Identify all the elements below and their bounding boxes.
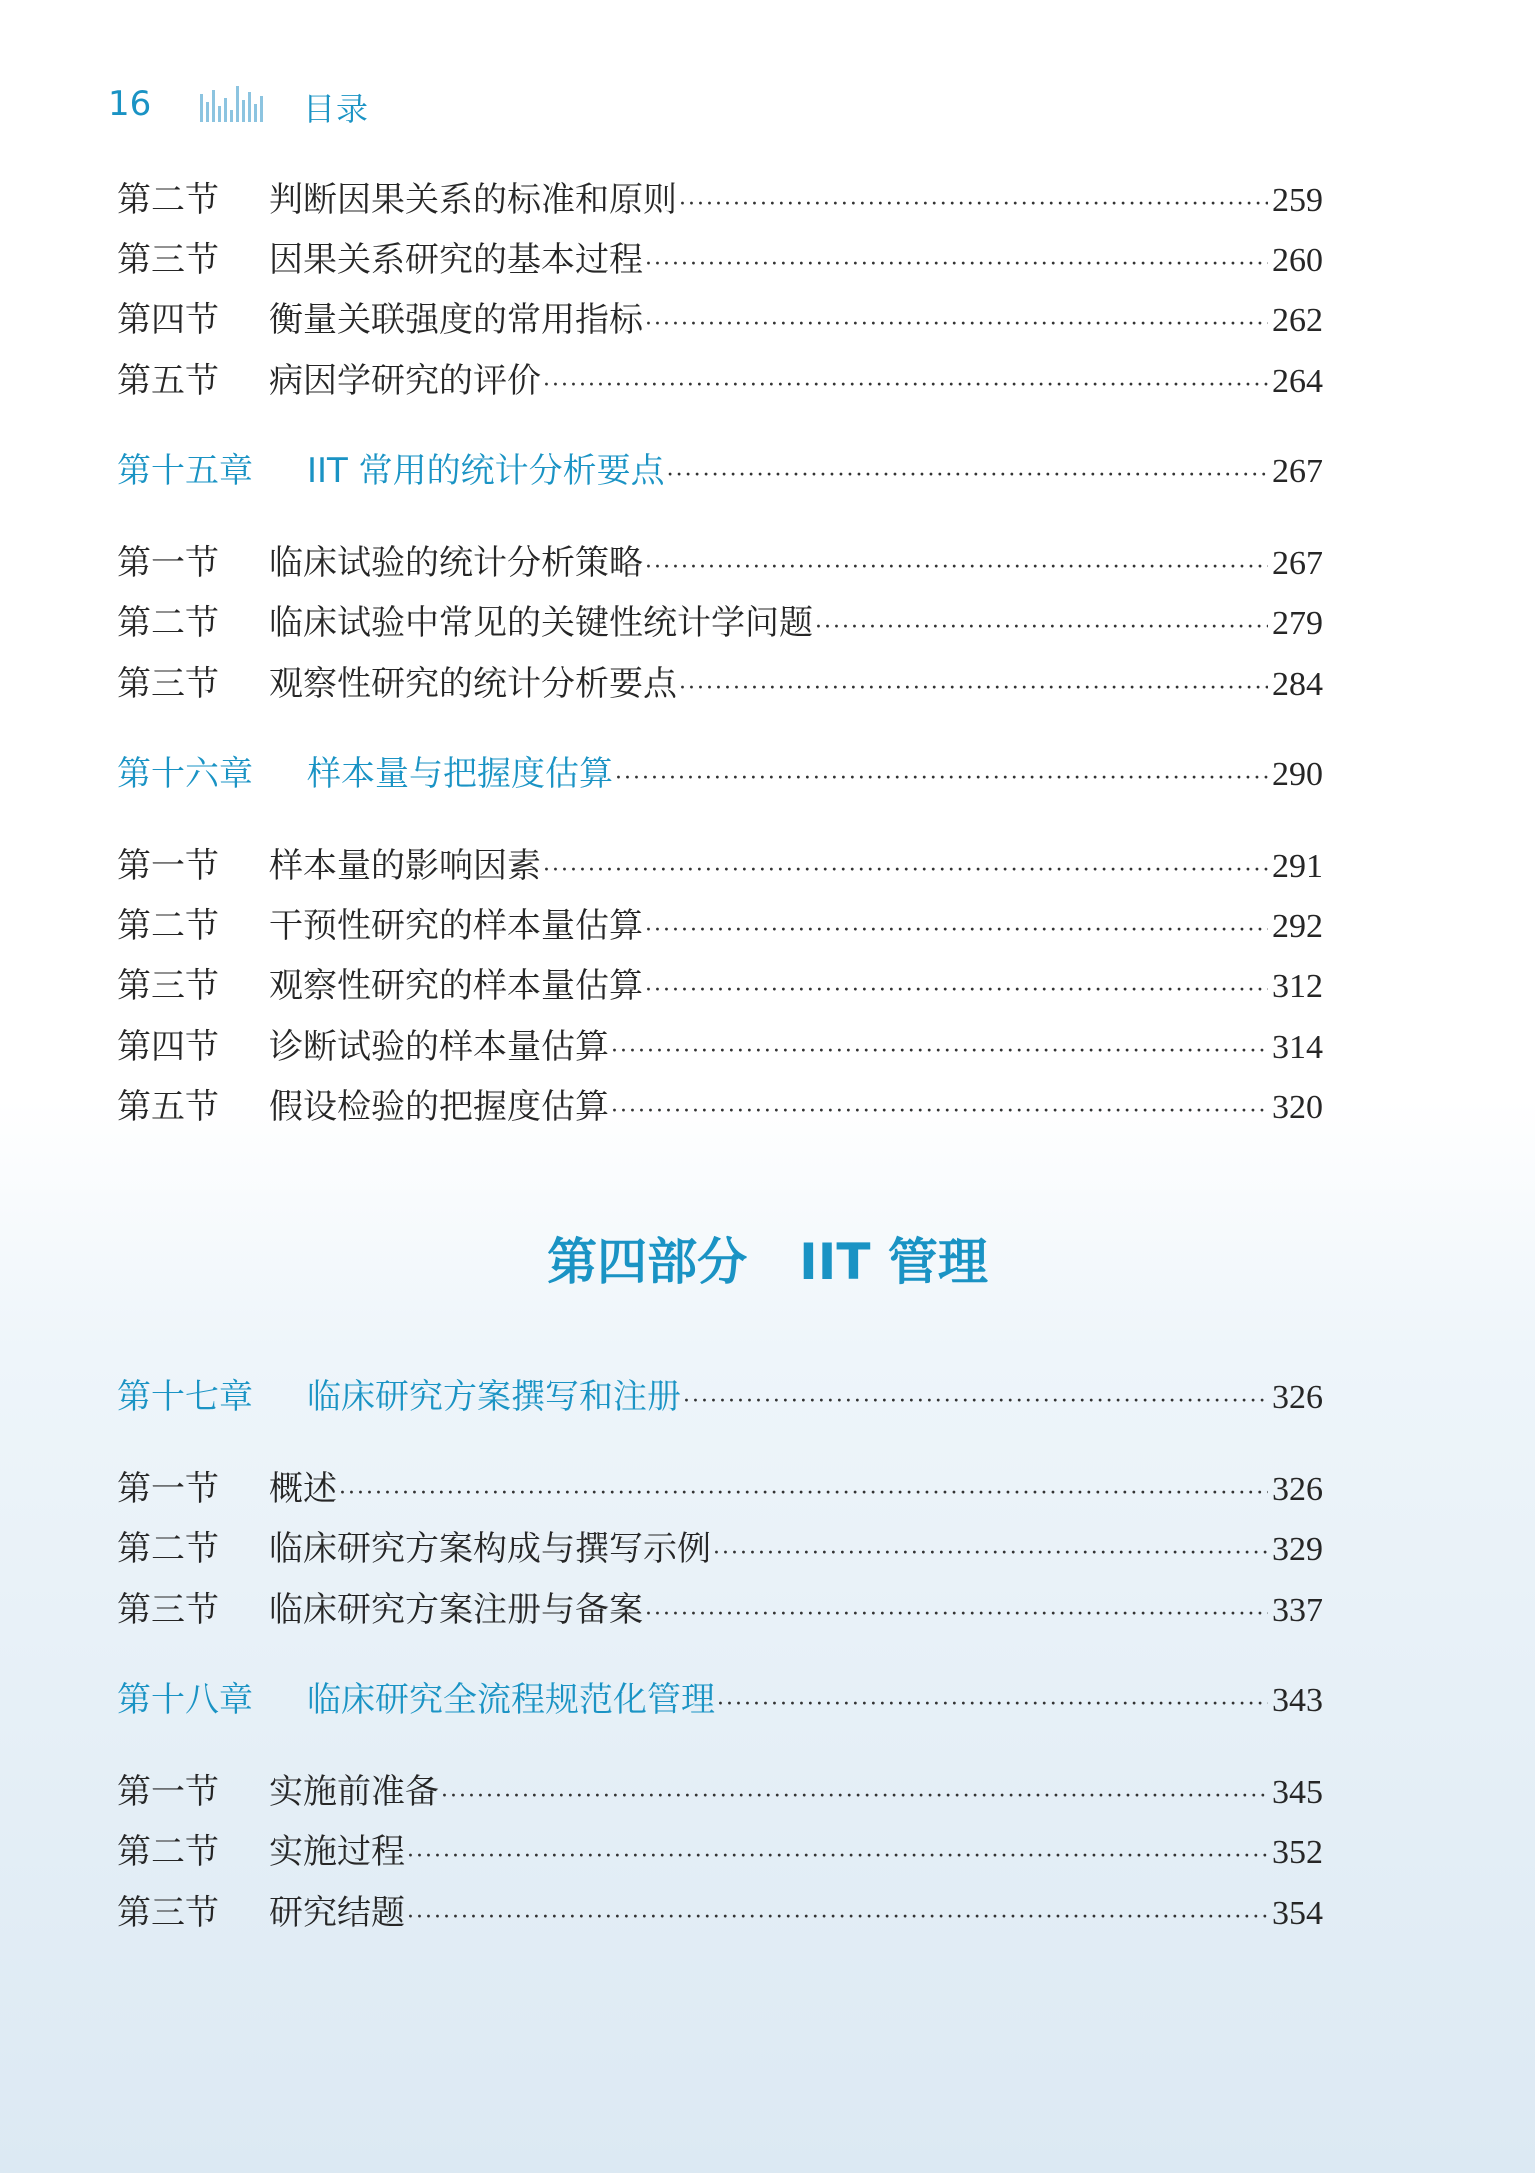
section-title: 判断因果关系的标准和原则 (269, 180, 677, 220)
page-ref: 262 (1272, 302, 1323, 339)
page-ref: 326 (1272, 1471, 1323, 1508)
page-ref: 312 (1272, 968, 1323, 1005)
dot-leader (407, 1844, 1268, 1869)
section-number: 第五节 (117, 1087, 219, 1127)
page-ref: 354 (1272, 1895, 1323, 1932)
toc-section-entry[interactable] (117, 1824, 1323, 1873)
chapter-title: 临床研究全流程规范化管理 (307, 1680, 715, 1720)
chapter-title: 样本量与把握度估算 (307, 754, 613, 794)
page-ref: 326 (1272, 1379, 1323, 1416)
section-title: 样本量的影响因素 (269, 846, 541, 886)
toc-chapter-entry[interactable] (117, 1672, 1323, 1721)
section-number: 第四节 (117, 1027, 219, 1067)
dot-leader (339, 1481, 1268, 1506)
section-number: 第一节 (117, 1772, 219, 1812)
page-ref: 290 (1272, 756, 1323, 793)
dot-leader (667, 463, 1268, 488)
page-ref: 292 (1272, 908, 1323, 945)
section-title: 研究结题 (269, 1893, 405, 1933)
section-number: 第二节 (117, 1529, 219, 1569)
section-number: 第三节 (117, 240, 219, 280)
section-number: 第一节 (117, 543, 219, 583)
toc-section-entry[interactable] (117, 838, 1323, 887)
dot-leader (611, 1099, 1268, 1124)
toc-section-entry[interactable] (117, 1019, 1323, 1068)
dot-leader (645, 918, 1268, 943)
section-number: 第三节 (117, 1893, 219, 1933)
section-number: 第三节 (117, 664, 219, 704)
dot-leader (679, 676, 1268, 701)
toc-chapter-entry[interactable] (117, 1369, 1323, 1418)
section-title: 实施过程 (269, 1832, 405, 1872)
toc-section-entry[interactable] (117, 172, 1323, 221)
section-title: 临床研究方案注册与备案 (269, 1590, 643, 1630)
toc-section-entry[interactable] (117, 1764, 1323, 1813)
dot-leader (645, 978, 1268, 1003)
dot-leader (645, 252, 1268, 277)
section-title: 因果关系研究的基本过程 (269, 240, 643, 280)
section-number: 第二节 (117, 906, 219, 946)
dot-leader (717, 1692, 1268, 1717)
toc-section-entry[interactable] (117, 1079, 1323, 1128)
chapter-title: IIT 常用的统计分析要点 (307, 451, 665, 491)
chapter-number: 第十八章 (117, 1680, 253, 1720)
section-number: 第五节 (117, 361, 219, 401)
section-title: 诊断试验的样本量估算 (269, 1027, 609, 1067)
part-label: 第四部分 (547, 1233, 748, 1291)
dot-leader (543, 373, 1268, 398)
section-number: 第四节 (117, 300, 219, 340)
section-number: 第二节 (117, 603, 219, 643)
page-ref: 314 (1272, 1029, 1323, 1066)
toc-chapter-entry[interactable] (117, 746, 1323, 795)
page-ref: 337 (1272, 1592, 1323, 1629)
section-title: 实施前准备 (269, 1772, 439, 1812)
section-number: 第二节 (117, 1832, 219, 1872)
toc-section-entry[interactable] (117, 1521, 1323, 1570)
section-title: 衡量关联强度的常用指标 (269, 300, 643, 340)
toc-section-entry[interactable] (117, 353, 1323, 402)
page-ref: 320 (1272, 1089, 1323, 1126)
section-title: 临床研究方案构成与撰写示例 (269, 1529, 711, 1569)
page-ref: 345 (1272, 1774, 1323, 1811)
part-heading (0, 1222, 1535, 1294)
bar-graphic-icon (198, 80, 268, 122)
dot-leader (441, 1784, 1268, 1809)
section-title: 假设检验的把握度估算 (269, 1087, 609, 1127)
header-title: 目录 (303, 90, 370, 128)
page-header (108, 80, 708, 130)
toc-section-entry[interactable] (117, 1885, 1323, 1934)
chapter-title: 临床研究方案撰写和注册 (307, 1377, 681, 1417)
chapter-number: 第十五章 (117, 451, 253, 491)
page-ref: 291 (1272, 848, 1323, 885)
dot-leader (645, 1602, 1268, 1627)
chapter-number: 第十六章 (117, 754, 253, 794)
page-number: 16 (108, 84, 152, 124)
page-ref: 284 (1272, 666, 1323, 703)
dot-leader (679, 192, 1268, 217)
dot-leader (611, 1039, 1268, 1064)
page-ref: 343 (1272, 1682, 1323, 1719)
toc-section-entry[interactable] (117, 898, 1323, 947)
section-number: 第二节 (117, 180, 219, 220)
toc-section-entry[interactable] (117, 1461, 1323, 1510)
toc-section-entry[interactable] (117, 292, 1323, 341)
section-number: 第一节 (117, 1469, 219, 1509)
section-title: 临床试验中常见的关键性统计学问题 (269, 603, 813, 643)
toc-section-entry[interactable] (117, 232, 1323, 281)
section-title: 概述 (269, 1469, 337, 1509)
section-title: 观察性研究的样本量估算 (269, 966, 643, 1006)
dot-leader (407, 1905, 1268, 1930)
section-title: 临床试验的统计分析策略 (269, 543, 643, 583)
page-ref: 264 (1272, 363, 1323, 400)
section-title: 干预性研究的样本量估算 (269, 906, 643, 946)
toc-chapter-entry[interactable] (117, 443, 1323, 492)
toc-section-entry[interactable] (117, 595, 1323, 644)
section-number: 第一节 (117, 846, 219, 886)
chapter-number: 第十七章 (117, 1377, 253, 1417)
part-title: IIT 管理 (799, 1233, 988, 1291)
dot-leader (815, 615, 1268, 640)
page-ref: 267 (1272, 545, 1323, 582)
dot-leader (615, 766, 1268, 791)
dot-leader (713, 1541, 1268, 1566)
dot-leader (645, 555, 1268, 580)
page-ref: 260 (1272, 242, 1323, 279)
dot-leader (645, 312, 1268, 337)
page-ref: 352 (1272, 1834, 1323, 1871)
toc-section-entry[interactable] (117, 1582, 1323, 1631)
toc-section-entry[interactable] (117, 656, 1323, 705)
dot-leader (683, 1389, 1268, 1414)
section-number: 第三节 (117, 966, 219, 1006)
section-title: 病因学研究的评价 (269, 361, 541, 401)
dot-leader (543, 858, 1268, 883)
page-ref: 259 (1272, 182, 1323, 219)
page-ref: 279 (1272, 605, 1323, 642)
page-ref: 329 (1272, 1531, 1323, 1568)
section-number: 第三节 (117, 1590, 219, 1630)
section-title: 观察性研究的统计分析要点 (269, 664, 677, 704)
toc-section-entry[interactable] (117, 535, 1323, 584)
page-ref: 267 (1272, 453, 1323, 490)
toc-section-entry[interactable] (117, 958, 1323, 1007)
